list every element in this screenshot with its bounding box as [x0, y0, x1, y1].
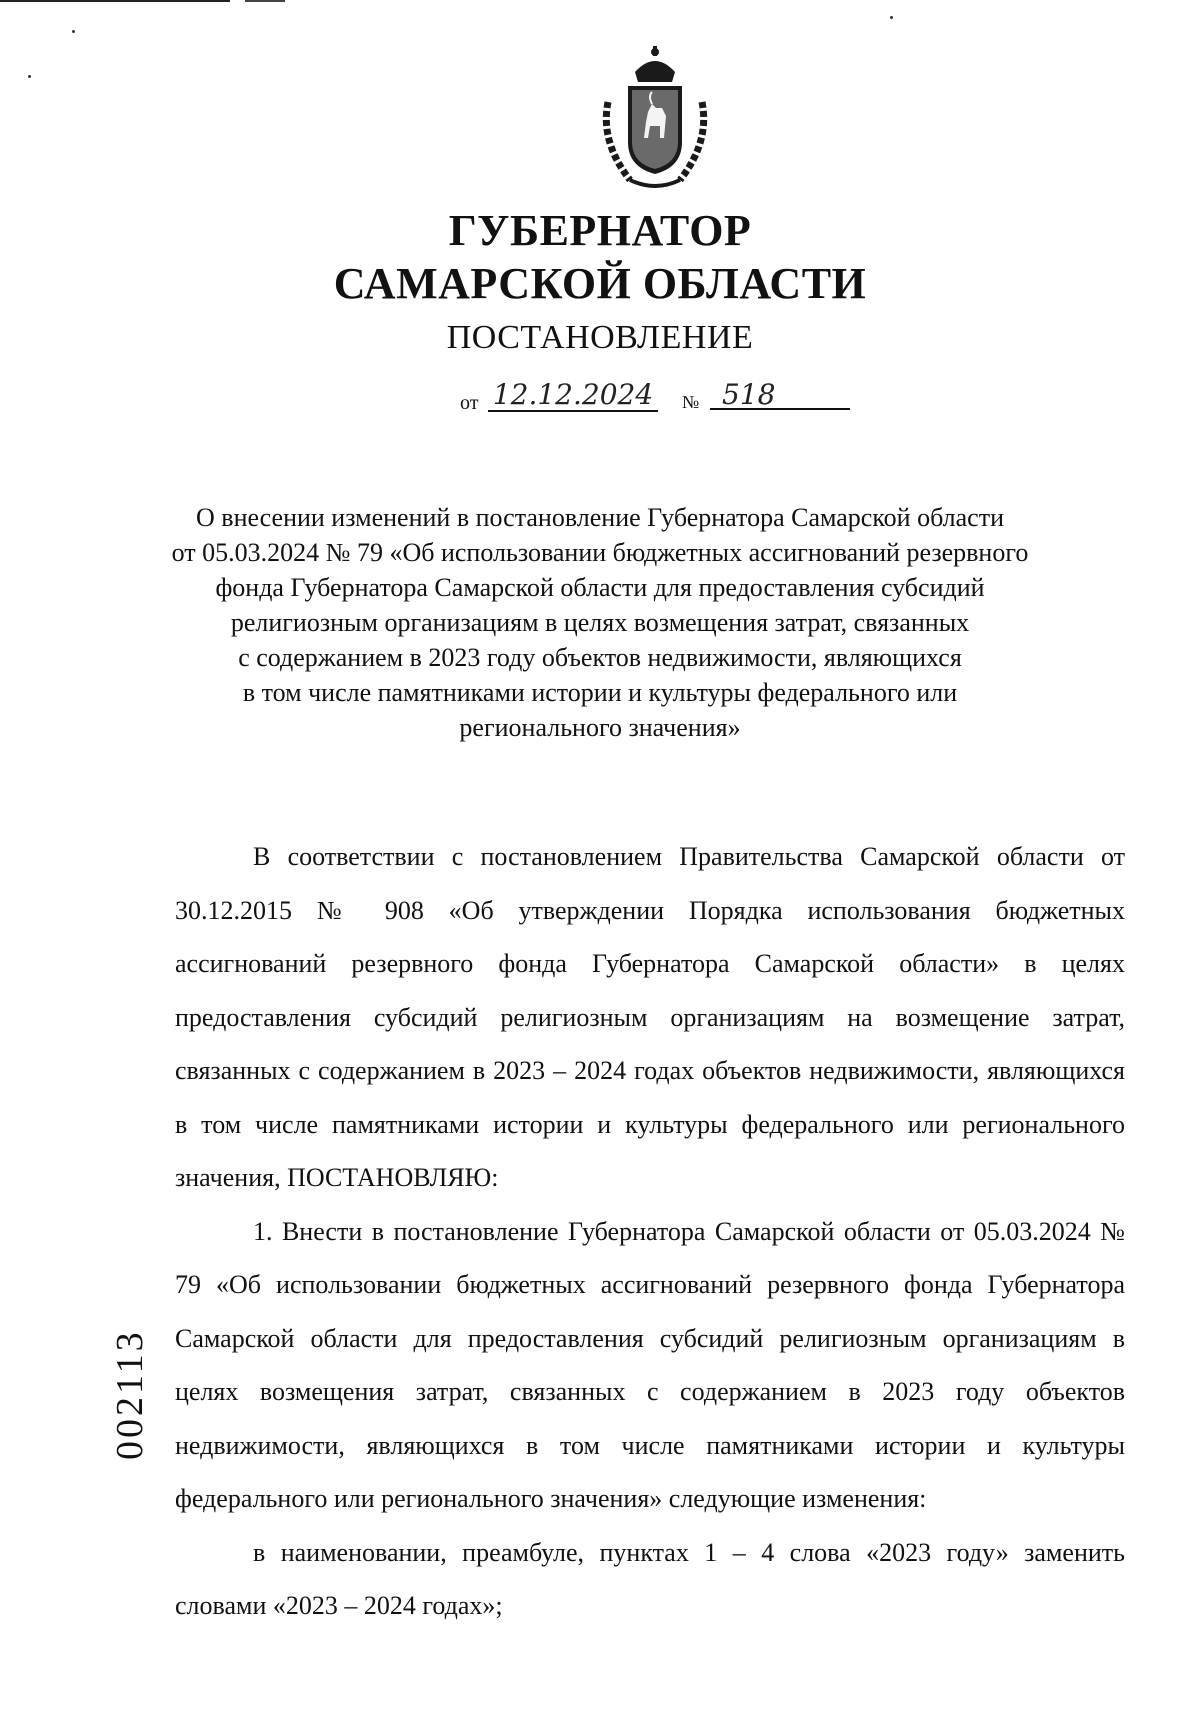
heading-line: О внесении изменений в постановление Губернатора Самарской области [196, 503, 1004, 532]
scan-edge-line [245, 0, 285, 2]
samara-coat-of-arms-icon [590, 42, 720, 192]
body-paragraph: 1. Внести в постановление Губернатора Самарской области от 05.03.2024 № 79 «Об использовании бюджетных ассигнований резервного фонда Губернатора Самарской области для предоставления субсидий религиозным организациям в целях возмещения затрат, связанных с содержанием в 2023 году объектов недвижимости, являющихся в том числе памятниками истории и культуры федерального или регионального значения» следующие изменения: [175, 1216, 1125, 1513]
number-prefix: № [682, 392, 700, 412]
heading-line: с содержанием в 2023 году объектов недвижимости, являющихся [238, 643, 962, 672]
heading-line: фонда Губернатора Самарской области для предоставления субсидий [215, 573, 985, 602]
body-paragraph: в наименовании, преамбуле, пунктах 1 – 4 слова «2023 году» заменить словами «2023 – 2024 годах»; [175, 1537, 1125, 1620]
scan-speck [72, 30, 75, 33]
scan-speck [890, 16, 893, 19]
document-type: ПОСТАНОВЛЕНИЕ [446, 319, 754, 356]
side-registration-code: 002113 [109, 1329, 151, 1460]
heading-line: регионального значения» [459, 713, 741, 742]
document-body [175, 830, 1125, 1633]
scan-speck [28, 75, 31, 78]
authority-title-line2: САМАРСКОЙ ОБЛАСТИ [333, 259, 867, 308]
date-prefix: от [460, 392, 479, 414]
authority-title-line1: ГУБЕРНАТОР [448, 206, 752, 255]
document-number: 518 [710, 380, 850, 410]
body-paragraph: В соответствии с постановлением Правительства Самарской области от 30.12.2015 № 908 «Об утверждении Порядка использования бюджетных ассигнований резервного фонда Губернатора Самарской области» в целях предоставления субсидий религиозным организациям на возмещение затрат, связанных с содержанием в 2023 – 2024 годах объектов недвижимости, являющихся в том числе памятниками истории и культуры федерального или регионального значения, ПОСТАНОВЛЯЮ: [175, 842, 1125, 1192]
heading-line: религиозным организациям в целях возмещения затрат, связанных [230, 608, 970, 637]
scan-edge-line [0, 0, 230, 2]
document-date: 12.12.2024 [488, 380, 658, 412]
document-heading [150, 500, 1050, 745]
date-number-line [460, 380, 860, 420]
heading-line: в том числе памятниками истории и культуры федерального или [242, 678, 958, 707]
heading-line: от 05.03.2024 № 79 «Об использовании бюджетных ассигнований резервного [171, 538, 1029, 567]
